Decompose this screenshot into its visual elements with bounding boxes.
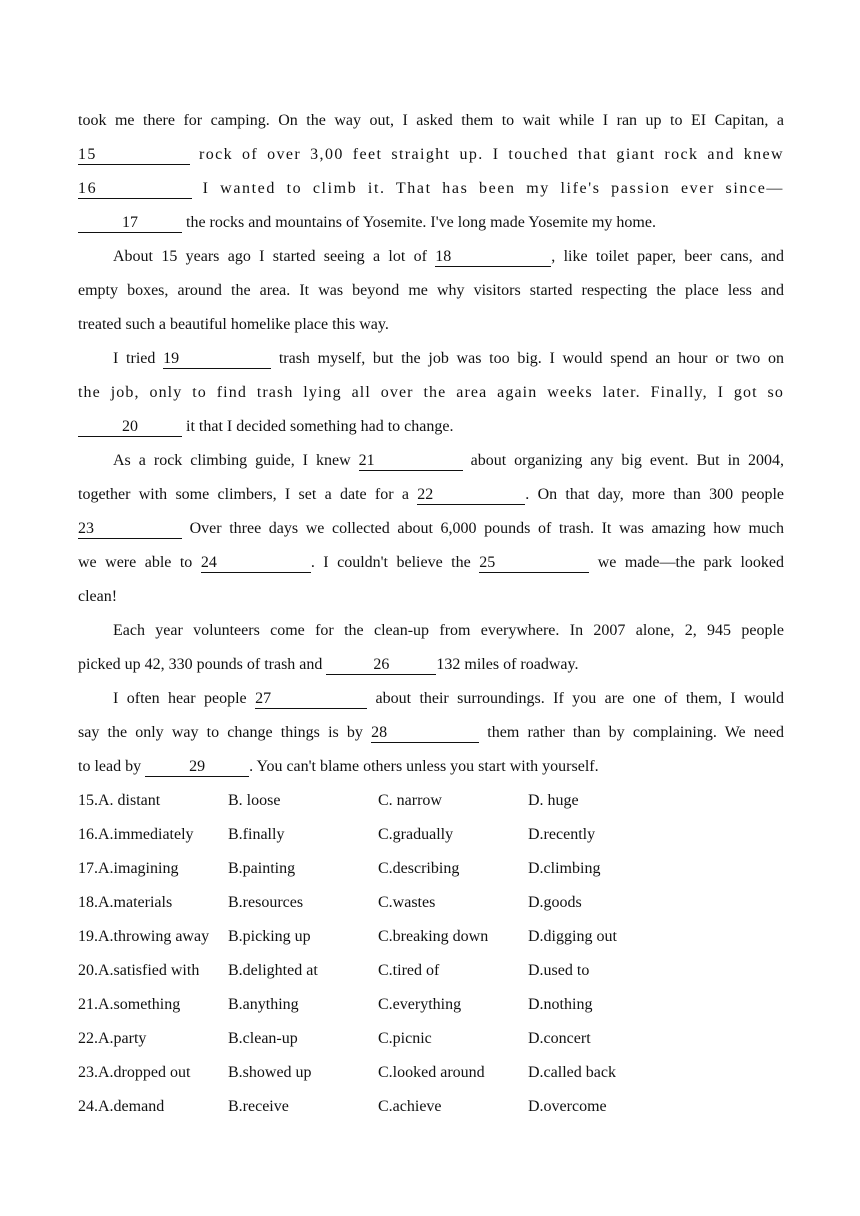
option-c: C.picnic [378,1030,432,1047]
option-d: D.climbing [528,860,601,877]
passage-text: about their surroundings. If you are one of them, I would [367,690,785,707]
passage-text: the rocks and mountains of Yosemite. I've long made Yosemite my home. [182,214,656,231]
passage-text: . You can't blame others unless you start with yourself. [249,758,599,775]
passage-line [78,342,784,376]
passage-text: we were able to [78,554,201,571]
blank-18: 18 [435,248,551,267]
option-d: D. huge [528,792,579,809]
option-a: 24.A.demand [78,1098,165,1115]
blank-17: 17 [78,214,182,233]
blank-29: 29 [145,758,249,777]
blank-26: 26 [326,656,436,675]
option-a: 19.A.throwing away [78,928,210,945]
passage-text: it that I decided something had to change. [182,418,454,435]
option-b: B.delighted at [228,962,318,979]
passage-line [78,172,784,206]
blank-16: 16 [78,180,192,199]
blank-21: 21 [359,452,463,471]
blank-15: 15 [78,146,190,165]
passage-line [78,410,784,444]
answer-options [78,784,784,1124]
option-c: C.wastes [378,894,436,911]
option-c: C.describing [378,860,460,877]
option-d: D.goods [528,894,582,911]
passage-line: took me there for camping. On the way out, I asked them to wait while I ran up to EI Capitan, a [78,112,784,129]
passage-text: . I couldn't believe the [310,554,480,571]
option-b: B.anything [228,996,299,1013]
option-c: C. narrow [378,792,442,809]
passage-text: I often hear people [113,690,256,707]
option-c: C.tired of [378,962,440,979]
passage-line [78,444,784,478]
passage-line [78,138,784,172]
option-a: 23.A.dropped out [78,1064,191,1081]
passage-text: 132 miles of roadway. [436,656,579,673]
option-row-18 [78,886,784,920]
option-b: B.painting [228,860,296,877]
option-b: B. loose [228,792,281,809]
option-a: 21.A.something [78,996,181,1013]
option-b: B.receive [228,1098,289,1115]
blank-25: 25 [479,554,589,573]
option-row-20 [78,954,784,988]
option-a: 20.A.satisfied with [78,962,200,979]
passage-text: together with some climbers, I set a date for a [78,486,418,503]
option-row-15 [78,784,784,818]
passage-text: to lead by [78,758,146,775]
option-row-24 [78,1090,784,1124]
passage-text: Over three days we collected about 6,000 pounds of trash. It was amazing how much [182,520,784,537]
passage-text: As a rock climbing guide, I knew [113,452,359,469]
cloze-passage [78,104,784,1124]
blank-24: 24 [201,554,311,573]
passage-line: the job, only to find trash lying all over the area again weeks later. Finally, I got so [78,384,784,401]
blank-28: 28 [371,724,479,743]
option-d: D.overcome [528,1098,607,1115]
option-row-21 [78,988,784,1022]
option-a: 18.A.materials [78,894,173,911]
passage-text: About 15 years ago I started seeing a lot of [113,248,436,265]
option-c: C.looked around [378,1064,485,1081]
option-row-22 [78,1022,784,1056]
option-b: B.finally [228,826,285,843]
option-a: 17.A.imagining [78,860,179,877]
option-b: B.clean-up [228,1030,298,1047]
passage-text: we made—the park looked [589,554,785,571]
blank-19: 19 [163,350,271,369]
option-c: C.everything [378,996,462,1013]
option-c: C.achieve [378,1098,442,1115]
passage-line [78,648,784,682]
option-b: B.showed up [228,1064,312,1081]
passage-text: I tried [113,350,164,367]
option-row-23 [78,1056,784,1090]
option-b: B.picking up [228,928,311,945]
passage-line [78,240,784,274]
option-d: D.concert [528,1030,591,1047]
passage-text: trash myself, but the job was too big. I would spend an hour or two on [271,350,784,367]
blank-23: 23 [78,520,182,539]
passage-line: clean! [78,588,118,605]
passage-text: about organizing any big event. But in 2004, [462,452,785,469]
passage-line [78,478,784,512]
option-a: 15.A. distant [78,792,161,809]
option-d: D.used to [528,962,590,979]
passage-line: treated such a beautiful homelike place this way. [78,316,389,333]
option-row-16 [78,818,784,852]
passage-text: picked up 42, 330 pounds of trash and [78,656,327,673]
option-row-19 [78,920,784,954]
passage-text: rock of over 3,00 feet straight up. I touched that giant rock and knew [190,146,784,163]
passage-text: them rather than by complaining. We need [479,724,785,741]
passage-line [78,750,784,784]
option-row-17 [78,852,784,886]
passage-line [78,206,784,240]
passage-line [78,512,784,546]
passage-text: . On that day, more than 300 people [525,486,785,503]
blank-22: 22 [417,486,525,505]
passage-line: Each year volunteers come for the clean-up from everywhere. In 2007 alone, 2, 945 people [113,622,784,639]
option-d: D.digging out [528,928,617,945]
passage-line [78,682,784,716]
passage-text: , like toilet paper, beer cans, and [551,248,785,265]
passage-line [78,716,784,750]
blank-20: 20 [78,418,182,437]
option-d: D.nothing [528,996,593,1013]
blank-27: 27 [255,690,367,709]
option-a: 16.A.immediately [78,826,194,843]
option-c: C.breaking down [378,928,489,945]
option-d: D.called back [528,1064,616,1081]
option-b: B.resources [228,894,304,911]
passage-text: say the only way to change things is by [78,724,372,741]
passage-text: I wanted to climb it. That has been my life's passion ever since— [192,180,784,197]
passage-line: empty boxes, around the area. It was beyond me why visitors started respecting the place less and [78,282,784,299]
option-a: 22.A.party [78,1030,147,1047]
passage-line [78,546,784,580]
option-d: D.recently [528,826,596,843]
option-c: C.gradually [378,826,454,843]
